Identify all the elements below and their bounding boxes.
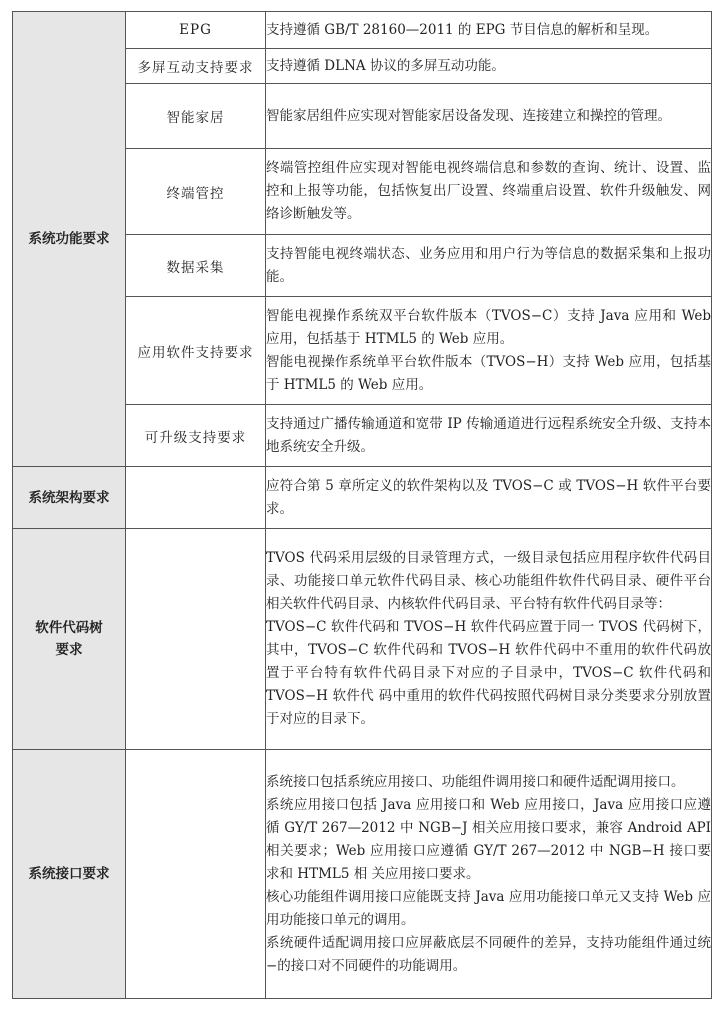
- table-row: [13, 529, 712, 750]
- sub-terminal-control: 终端管控: [126, 149, 266, 235]
- sub-upgrade: 可升级支持要求: [126, 405, 266, 467]
- desc-upgrade: 支持通过广播传输通道和宽带 IP 传输通道进行远程系统安全升级、支持本地系统安全升级。: [266, 405, 712, 467]
- sub-code-tree: [126, 529, 266, 750]
- sub-data-collection: 数据采集: [126, 235, 266, 297]
- category-interface: 系统接口要求: [13, 750, 126, 999]
- category-architecture: 系统架构要求: [13, 467, 126, 529]
- requirements-table: [12, 11, 712, 999]
- desc-code-tree: TVOS 代码采用层级的目录管理方式，一级目录包括应用程序软件代码目录、功能接口单元软件代码目录、核心功能组件软件代码目录、硬件平台相关软件代码目录、内核软件代码目录、平台特有软件代码目录等： TVOS−C 软件代码和 TVOS−H 软件代码应置于同一 TVOS 代码树下，其中，TVOS−C 软件代码和 TVOS−H 软件代码中不重用的软件代码放置于平台特有软件代码目录下对应的子目录中，TVOS−C 软件代码和 TVOS−H 软件代 码中重用的软件代码按照代码树目录分类要求分别放置于对应的目录下。: [266, 529, 712, 750]
- category-code-tree: 软件代码树 要求: [13, 529, 126, 750]
- sub-architecture: [126, 467, 266, 529]
- desc-interface: 系统接口包括系统应用接口、功能组件调用接口和硬件适配调用接口。 系统应用接口包括 Java 应用接口和 Web 应用接口，Java 应用接口应遵循 GY/T 267—2012 中 NGB−J 相关应用接口要求，兼容 Android API 相关要求；Web 应用接口应遵循 GY/T 267—2012 中 NGB−H 接口要求和 HTML5 相 关应用接口要求。 核心功能组件调用接口应能既支持 Java 应用功能接口单元又支持 Web 应用功能接口单元的调用。 系统硬件适配调用接口应屏蔽底层不同硬件的差异，支持功能组件通过统−的接口对不同硬件的功能调用。: [266, 750, 712, 999]
- sub-multiscreen: 多屏互动支持要求: [126, 49, 266, 84]
- table-row: [13, 750, 712, 999]
- category-system-function: 系统功能要求: [13, 12, 126, 467]
- desc-app-software: 智能电视操作系统双平台软件版本（TVOS−C）支持 Java 应用和 Web 应用，包括基于 HTML5 的 Web 应用。 智能电视操作系统单平台软件版本（TVOS−H）支持 Web 应用，包括基于 HTML5 的 Web 应用。: [266, 297, 712, 405]
- desc-architecture: 应符合第 5 章所定义的软件架构以及 TVOS−C 或 TVOS−H 软件平台要求。: [266, 467, 712, 529]
- sub-interface: [126, 750, 266, 999]
- sub-smart-home: 智能家居: [126, 84, 266, 149]
- sub-app-software: 应用软件支持要求: [126, 297, 266, 405]
- desc-data-collection: 支持智能电视终端状态、业务应用和用户行为等信息的数据采集和上报功能。: [266, 235, 712, 297]
- desc-multiscreen: 支持遵循 DLNA 协议的多屏互动功能。: [266, 49, 712, 84]
- table-row: [13, 12, 712, 49]
- desc-smart-home: 智能家居组件应实现对智能家居设备发现、连接建立和操控的管理。: [266, 84, 712, 149]
- desc-terminal-control: 终端管控组件应实现对智能电视终端信息和参数的查询、统计、设置、监控和上报等功能，包括恢复出厂设置、终端重启设置、软件升级触发、网络诊断触发等。: [266, 149, 712, 235]
- table-row: [13, 467, 712, 529]
- sub-epg: EPG: [126, 12, 266, 49]
- desc-epg: 支持遵循 GB/T 28160—2011 的 EPG 节目信息的解析和呈现。: [266, 12, 712, 49]
